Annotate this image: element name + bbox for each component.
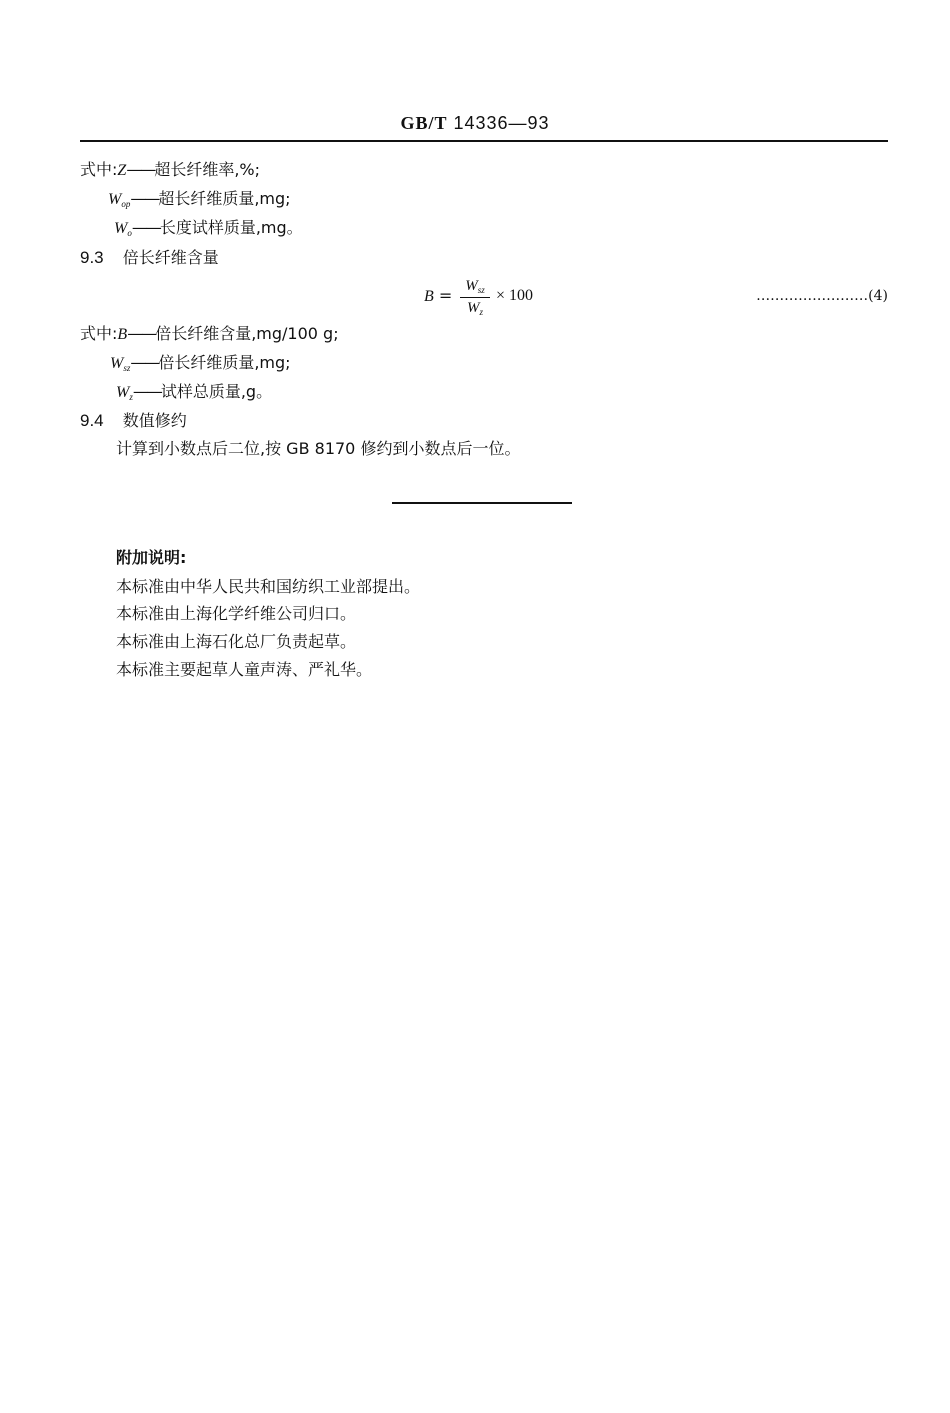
definition-text: 倍长纤维含量,mg/100 g; [155,324,339,343]
definition-line-wo [114,220,303,238]
symbol: W [114,220,128,237]
section-title: 倍长纤维含量 [122,248,219,267]
symbol-subscript: op [121,199,131,209]
symbol: B [117,326,128,343]
note-line: 本标准主要起草人童声涛、严礼华。 [116,660,373,679]
where-label: 式中: [80,160,118,179]
formula-fraction [460,278,490,317]
where-label: 式中: [80,324,118,343]
header-rule [80,140,888,142]
definition-text: 超长纤维率,%; [154,160,260,179]
symbol: W [116,384,130,401]
definition-line-wsz [110,355,291,373]
dash: —— [130,353,159,372]
definition-line-b [80,326,339,343]
note-line: 本标准由中华人民共和国纺织工业部提出。 [116,577,421,596]
definition-text: 长度试样质量,mg。 [159,218,303,237]
fraction-numerator: $W_{sz}$ [465,278,485,295]
fraction-bar [460,297,490,298]
section-number: 9.3 [80,248,104,267]
note-line: 本标准由上海石化总厂负责起草。 [116,632,357,651]
formula-4 [424,278,604,318]
symbol-subscript: sz [123,363,131,373]
standard-number [0,114,950,132]
section-heading-9-3 [80,249,219,266]
standard-code: 14336—93 [453,113,550,133]
equation-number: ……………………(4) [756,288,888,304]
section-number: 9.4 [80,411,104,430]
symbol: W [108,191,122,208]
end-rule [392,502,572,504]
section-title: 数值修约 [122,411,187,430]
dash: —— [126,160,155,179]
notes-title: 附加说明: [116,548,187,567]
fraction-denominator: $W_z$ [466,300,483,317]
symbol: W [110,355,124,372]
symbol-subscript: o [127,228,132,238]
symbol: Z [117,162,127,179]
definition-line-wop [108,191,291,209]
definition-line-wz [116,384,272,402]
symbol-subscript: z [129,392,133,402]
definition-text: 倍长纤维质量,mg; [158,353,291,372]
formula-multiplier: × 100 [496,287,534,304]
definition-text: 超长纤维质量,mg; [158,189,291,208]
section-body: 计算到小数点后二位,按 GB 8170 修约到小数点后一位。 [116,439,521,458]
definition-line-z [80,162,260,179]
dash: —— [130,189,159,208]
dash: —— [127,324,156,343]
formula-lhs: B = [424,286,453,305]
standard-prefix: GB/T [400,113,448,133]
definition-text: 试样总质量,g。 [160,382,273,401]
section-heading-9-4 [80,412,187,429]
dash: —— [131,218,160,237]
note-line: 本标准由上海化学纤维公司归口。 [116,604,357,623]
dash: —— [132,382,161,401]
